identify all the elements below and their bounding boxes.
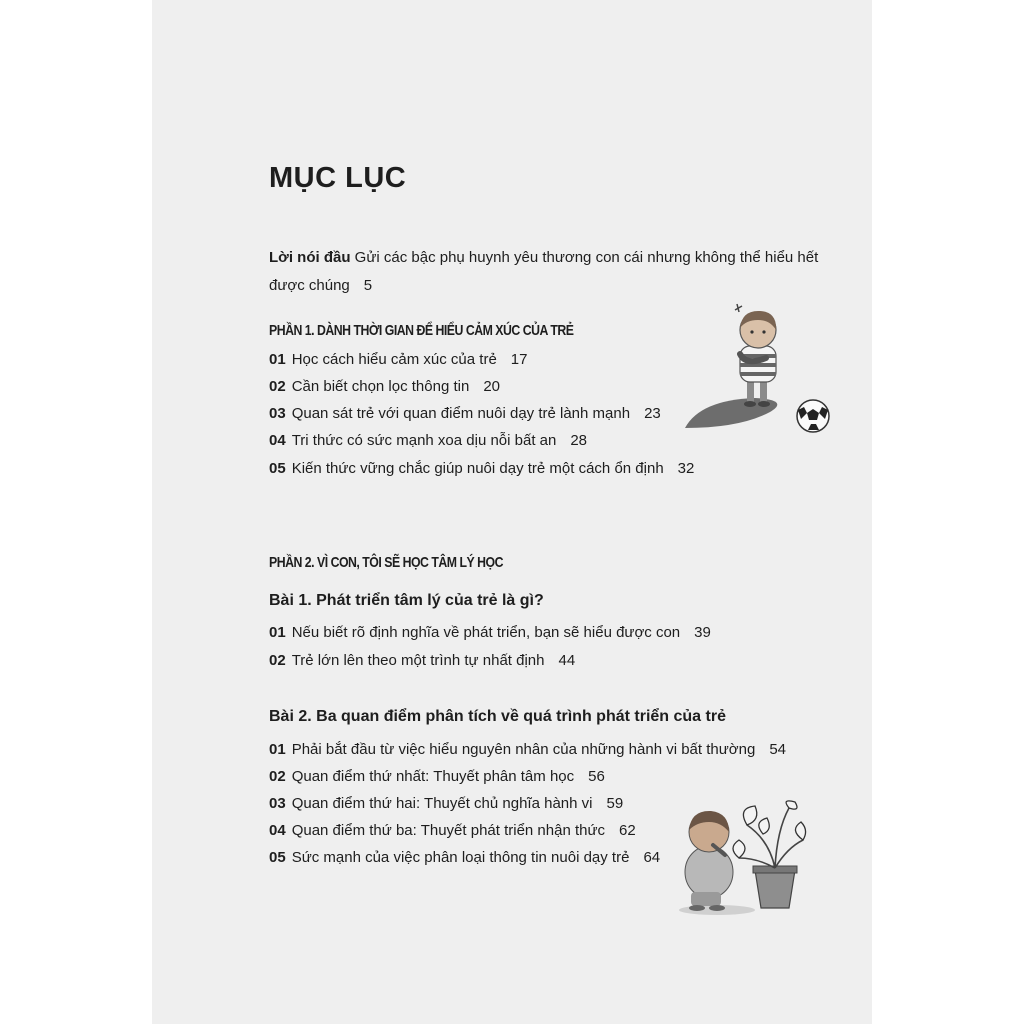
- part2-heading: PHẦN 2. VÌ CON, TÔI SẼ HỌC TÂM LÝ HỌC: [269, 554, 503, 571]
- entry-page: 64: [643, 849, 661, 866]
- entry-page: 17: [510, 351, 528, 368]
- toc-entry: [269, 405, 661, 422]
- entry-page: 62: [619, 822, 636, 839]
- foreword-label: Lời nói đầu: [269, 249, 351, 266]
- entry-page: 44: [558, 652, 576, 669]
- entry-page: 23: [644, 405, 661, 422]
- entry-page: 28: [570, 432, 588, 449]
- part1-heading: PHẦN 1. DÀNH THỜI GIAN ĐỂ HIỂU CẢM XÚC CỦA TRẺ: [269, 322, 574, 339]
- entry-number: 05: [269, 460, 286, 477]
- toc-entry: [269, 351, 527, 368]
- toc-entry: [269, 768, 605, 785]
- foreword-page: 5: [363, 277, 373, 294]
- entry-number: 04: [269, 432, 286, 449]
- toc-entry: [269, 378, 500, 395]
- foreword-text-2: được chúng: [269, 277, 350, 294]
- toc-entry: [269, 432, 587, 449]
- entry-title: Nếu biết rõ định nghĩa về phát triển, bạn sẽ hiểu được con: [291, 624, 681, 641]
- entry-number: 02: [269, 652, 286, 669]
- entry-number: 04: [269, 822, 286, 839]
- entry-page: 39: [694, 624, 711, 641]
- entry-title: Cần biết chọn lọc thông tin: [291, 378, 470, 395]
- entry-number: 02: [269, 768, 286, 785]
- toc-entry: [269, 822, 636, 839]
- entry-title: Học cách hiểu cảm xúc của trẻ: [291, 351, 497, 368]
- entry-title: Phải bắt đầu từ việc hiểu nguyên nhân của những hành vi bất thường: [291, 741, 756, 758]
- toc-entry: [269, 652, 575, 669]
- entry-number: 01: [269, 351, 286, 368]
- foreword-text-1: Gửi các bậc phụ huynh yêu thương con cái nhưng không thể hiểu hết: [354, 249, 819, 266]
- boy-with-soccer-ball-icon: [680, 300, 830, 440]
- entry-number: 03: [269, 795, 286, 812]
- entry-page: 32: [677, 460, 695, 477]
- entry-title: Quan điểm thứ hai: Thuyết chủ nghĩa hành vi: [291, 795, 593, 812]
- entry-page: 54: [769, 741, 786, 758]
- entry-number: 02: [269, 378, 286, 395]
- entry-number: 01: [269, 624, 286, 641]
- lesson2-title: Bài 2. Ba quan điểm phân tích về quá trình phát triển của trẻ: [269, 708, 726, 725]
- entry-title: Quan sát trẻ với quan điểm nuôi dạy trẻ lành mạnh: [291, 405, 631, 422]
- page-title: MỤC LỤC: [269, 162, 407, 194]
- foreword-line-1: [269, 249, 818, 266]
- foreword-line-2: [269, 277, 372, 294]
- entry-title: Tri thức có sức mạnh xoa dịu nỗi bất an: [291, 432, 557, 449]
- entry-title: Trẻ lớn lên theo một trình tự nhất định: [291, 652, 545, 669]
- toc-entry: [269, 624, 711, 641]
- entry-title: Kiến thức vững chắc giúp nuôi dạy trẻ một cách ổn định: [291, 460, 664, 477]
- entry-page: 59: [606, 795, 624, 812]
- entry-number: 03: [269, 405, 286, 422]
- toc-entry: [269, 849, 660, 866]
- toc-entry: [269, 460, 694, 477]
- crouching-child-with-plant-icon: [677, 800, 807, 920]
- entry-title: Quan điểm thứ nhất: Thuyết phân tâm học: [291, 768, 575, 785]
- entry-title: Quan điểm thứ ba: Thuyết phát triển nhận thức: [291, 822, 606, 839]
- entry-title: Sức mạnh của việc phân loại thông tin nuôi dạy trẻ: [291, 849, 630, 866]
- book-page: [152, 0, 872, 1024]
- entry-number: 05: [269, 849, 286, 866]
- lesson1-title: Bài 1. Phát triển tâm lý của trẻ là gì?: [269, 592, 544, 609]
- entry-page: 20: [483, 378, 500, 395]
- entry-page: 56: [588, 768, 605, 785]
- toc-entry: [269, 795, 623, 812]
- toc-entry: [269, 741, 786, 758]
- entry-number: 01: [269, 741, 286, 758]
